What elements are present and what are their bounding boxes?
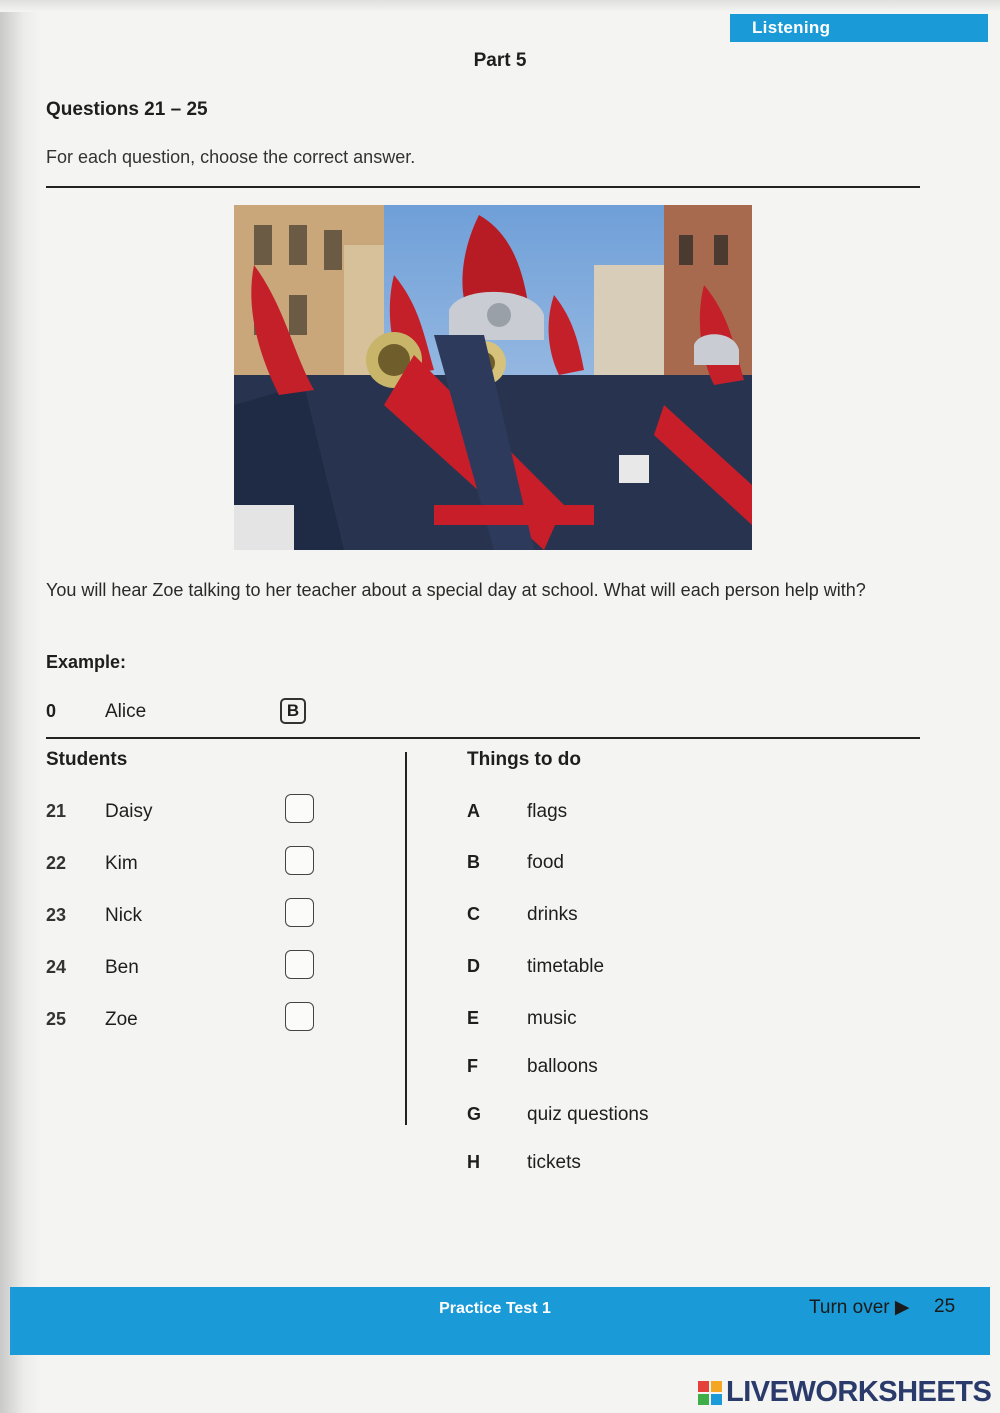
student-name: Zoe xyxy=(105,1009,138,1030)
questions-title: Questions 21 – 25 xyxy=(46,99,208,120)
option-text: flags xyxy=(527,801,568,822)
answer-box-23[interactable] xyxy=(285,898,314,927)
things-to-do-heading: Things to do xyxy=(467,749,581,770)
example-name: Alice xyxy=(105,701,147,722)
question-prompt: You will hear Zoe talking to her teacher about a special day at school. What will each person help with? xyxy=(46,580,866,600)
option-letter: A xyxy=(467,801,480,821)
answer-box-24[interactable] xyxy=(285,950,314,979)
student-name: Kim xyxy=(105,853,138,874)
part-title: Part 5 xyxy=(473,50,527,71)
page-binding-shadow xyxy=(0,0,40,1413)
option-text: balloons xyxy=(527,1056,598,1077)
student-name: Ben xyxy=(105,957,139,978)
column-divider xyxy=(405,752,407,1125)
option-text: timetable xyxy=(527,956,605,977)
example-answer-box: B xyxy=(280,698,306,724)
answer-box-25[interactable] xyxy=(285,1002,314,1031)
divider-middle xyxy=(46,737,920,739)
liveworksheets-brand: LIVEWORKSHEETS xyxy=(726,1376,992,1408)
footer-test-name: Practice Test 1 xyxy=(439,1300,551,1317)
liveworksheets-logo-icon xyxy=(698,1381,722,1405)
instruction-text: For each question, choose the correct answer. xyxy=(46,147,416,167)
option-text: drinks xyxy=(527,904,578,925)
option-letter: F xyxy=(467,1056,478,1076)
option-text: music xyxy=(527,1008,577,1029)
student-number: 23 xyxy=(46,905,67,925)
option-letter: G xyxy=(467,1104,482,1124)
page-top-shadow xyxy=(0,0,1000,12)
example-number: 0 xyxy=(46,701,57,721)
option-letter: B xyxy=(467,852,480,872)
divider-top xyxy=(46,186,920,188)
option-text: tickets xyxy=(527,1152,581,1173)
section-tab: Listening xyxy=(730,14,988,42)
option-letter: H xyxy=(467,1152,480,1172)
marching-band-photo xyxy=(234,205,752,550)
student-name: Daisy xyxy=(105,801,153,822)
page-number: 25 xyxy=(934,1296,956,1317)
option-text: quiz questions xyxy=(527,1104,649,1125)
option-letter: D xyxy=(467,956,480,976)
student-number: 21 xyxy=(46,801,67,821)
example-label: Example: xyxy=(46,652,127,672)
student-number: 24 xyxy=(46,957,67,977)
answer-box-21[interactable] xyxy=(285,794,314,823)
student-number: 25 xyxy=(46,1009,67,1029)
option-letter: E xyxy=(467,1008,480,1028)
option-letter: C xyxy=(467,904,480,924)
answer-box-22[interactable] xyxy=(285,846,314,875)
student-name: Nick xyxy=(105,905,142,926)
students-heading: Students xyxy=(46,749,128,770)
turn-over-label: Turn over ▶ xyxy=(809,1297,910,1318)
student-number: 22 xyxy=(46,853,67,873)
option-text: food xyxy=(527,852,564,873)
